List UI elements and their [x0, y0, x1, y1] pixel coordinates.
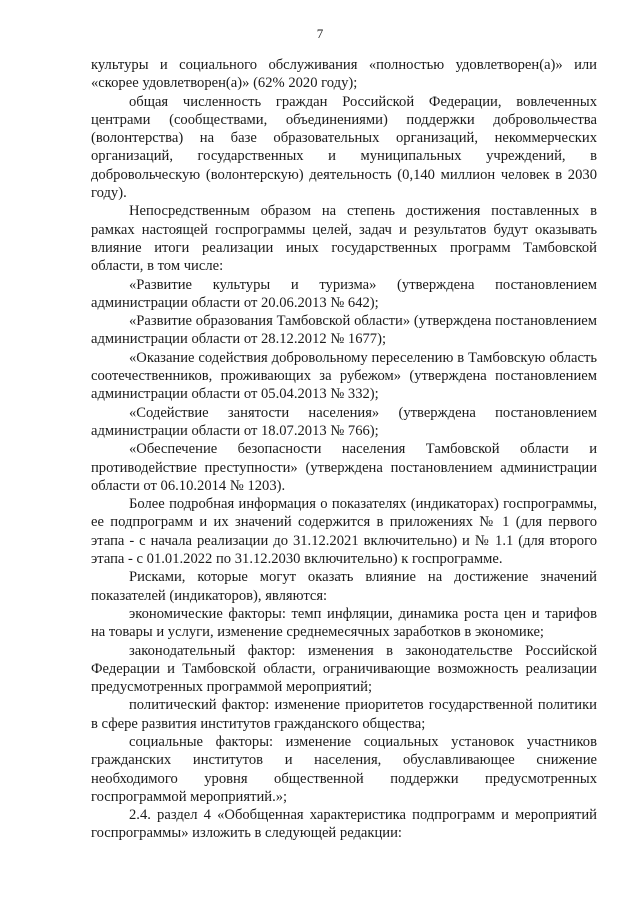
paragraph: «Оказание содействия добровольному переселению в Тамбовскую область соотечественников, проживающих за рубежом» (утверждена постановлением администрации области от 05.04.2013 № 332); — [91, 349, 597, 403]
paragraph: Более подробная информация о показателях (индикаторах) госпрограммы, ее подпрограмм и их значений содержится в приложениях № 1 (для первого этапа - с начала реализации до 31.12.2021 включительно) и № 1.1 (для второго этапа - с 01.01.2022 по 31.12.2030 включительно) к госпрограмме. — [91, 496, 597, 568]
paragraph: законодательный фактор: изменения в законодательстве Российской Федерации и Тамбовской области, ограничивающие возможность реализации предусмотренных программой мероприятий; — [91, 642, 597, 696]
paragraph: общая численность граждан Российской Федерации, вовлеченных центрами (сообществами, объединениями) поддержки добровольчества (волонтерства) на базе образовательных организаций, некоммерческих организаций, государственных и муниципальных учреждений, в добровольческую (волонтерскую) деятельность (0,140 миллион человек в 2030 году). — [91, 93, 597, 202]
paragraph: 2.4. раздел 4 «Обобщенная характеристика подпрограмм и мероприятий госпрограммы» изложить в следующей редакции: — [91, 807, 597, 842]
page-number: 7 — [316, 26, 324, 41]
paragraph: политический фактор: изменение приоритетов государственной политики в сфере развития институтов гражданского общества; — [91, 697, 597, 732]
paragraph: социальные факторы: изменение социальных установок участников гражданских институтов и населения, обуславливающее снижение необходимого уровня общественной поддержки предусмотренных госпрограммой мероприятий.»; — [91, 733, 597, 805]
paragraph: Непосредственным образом на степень достижения поставленных в рамках настоящей госпрограммы целей, задач и результатов будут оказывать влияние итоги реализации иных государственных программ Тамбовской области, в том числе: — [91, 203, 597, 275]
paragraph: «Развитие культуры и туризма» (утверждена постановлением администрации области от 20.06.2013 № 642); — [91, 276, 597, 311]
paragraph: экономические факторы: темп инфляции, динамика роста цен и тарифов на товары и услуги, изменение среднемесячных заработков в экономике; — [91, 605, 597, 641]
paragraph: «Развитие образования Тамбовской области» (утверждена постановлением администрации области от 28.12.2012 № 1677); — [91, 313, 597, 348]
paragraph: «Содействие занятости населения» (утверждена постановлением администрации области от 18.07.2013 № 766); — [91, 404, 597, 439]
paragraph: культуры и социального обслуживания «полностью удовлетворен(а)» или «скорее удовлетворен(а)» (62% 2020 году); — [91, 57, 597, 92]
document-body — [91, 56, 597, 843]
paragraph: «Обеспечение безопасности населения Тамбовской области и противодействие преступности» (утверждена постановлением администрации области от 06.10.2014 № 1203). — [91, 441, 597, 494]
paragraph: Рисками, которые могут оказать влияние на достижение значений показателей (индикаторов), являются: — [91, 569, 597, 604]
